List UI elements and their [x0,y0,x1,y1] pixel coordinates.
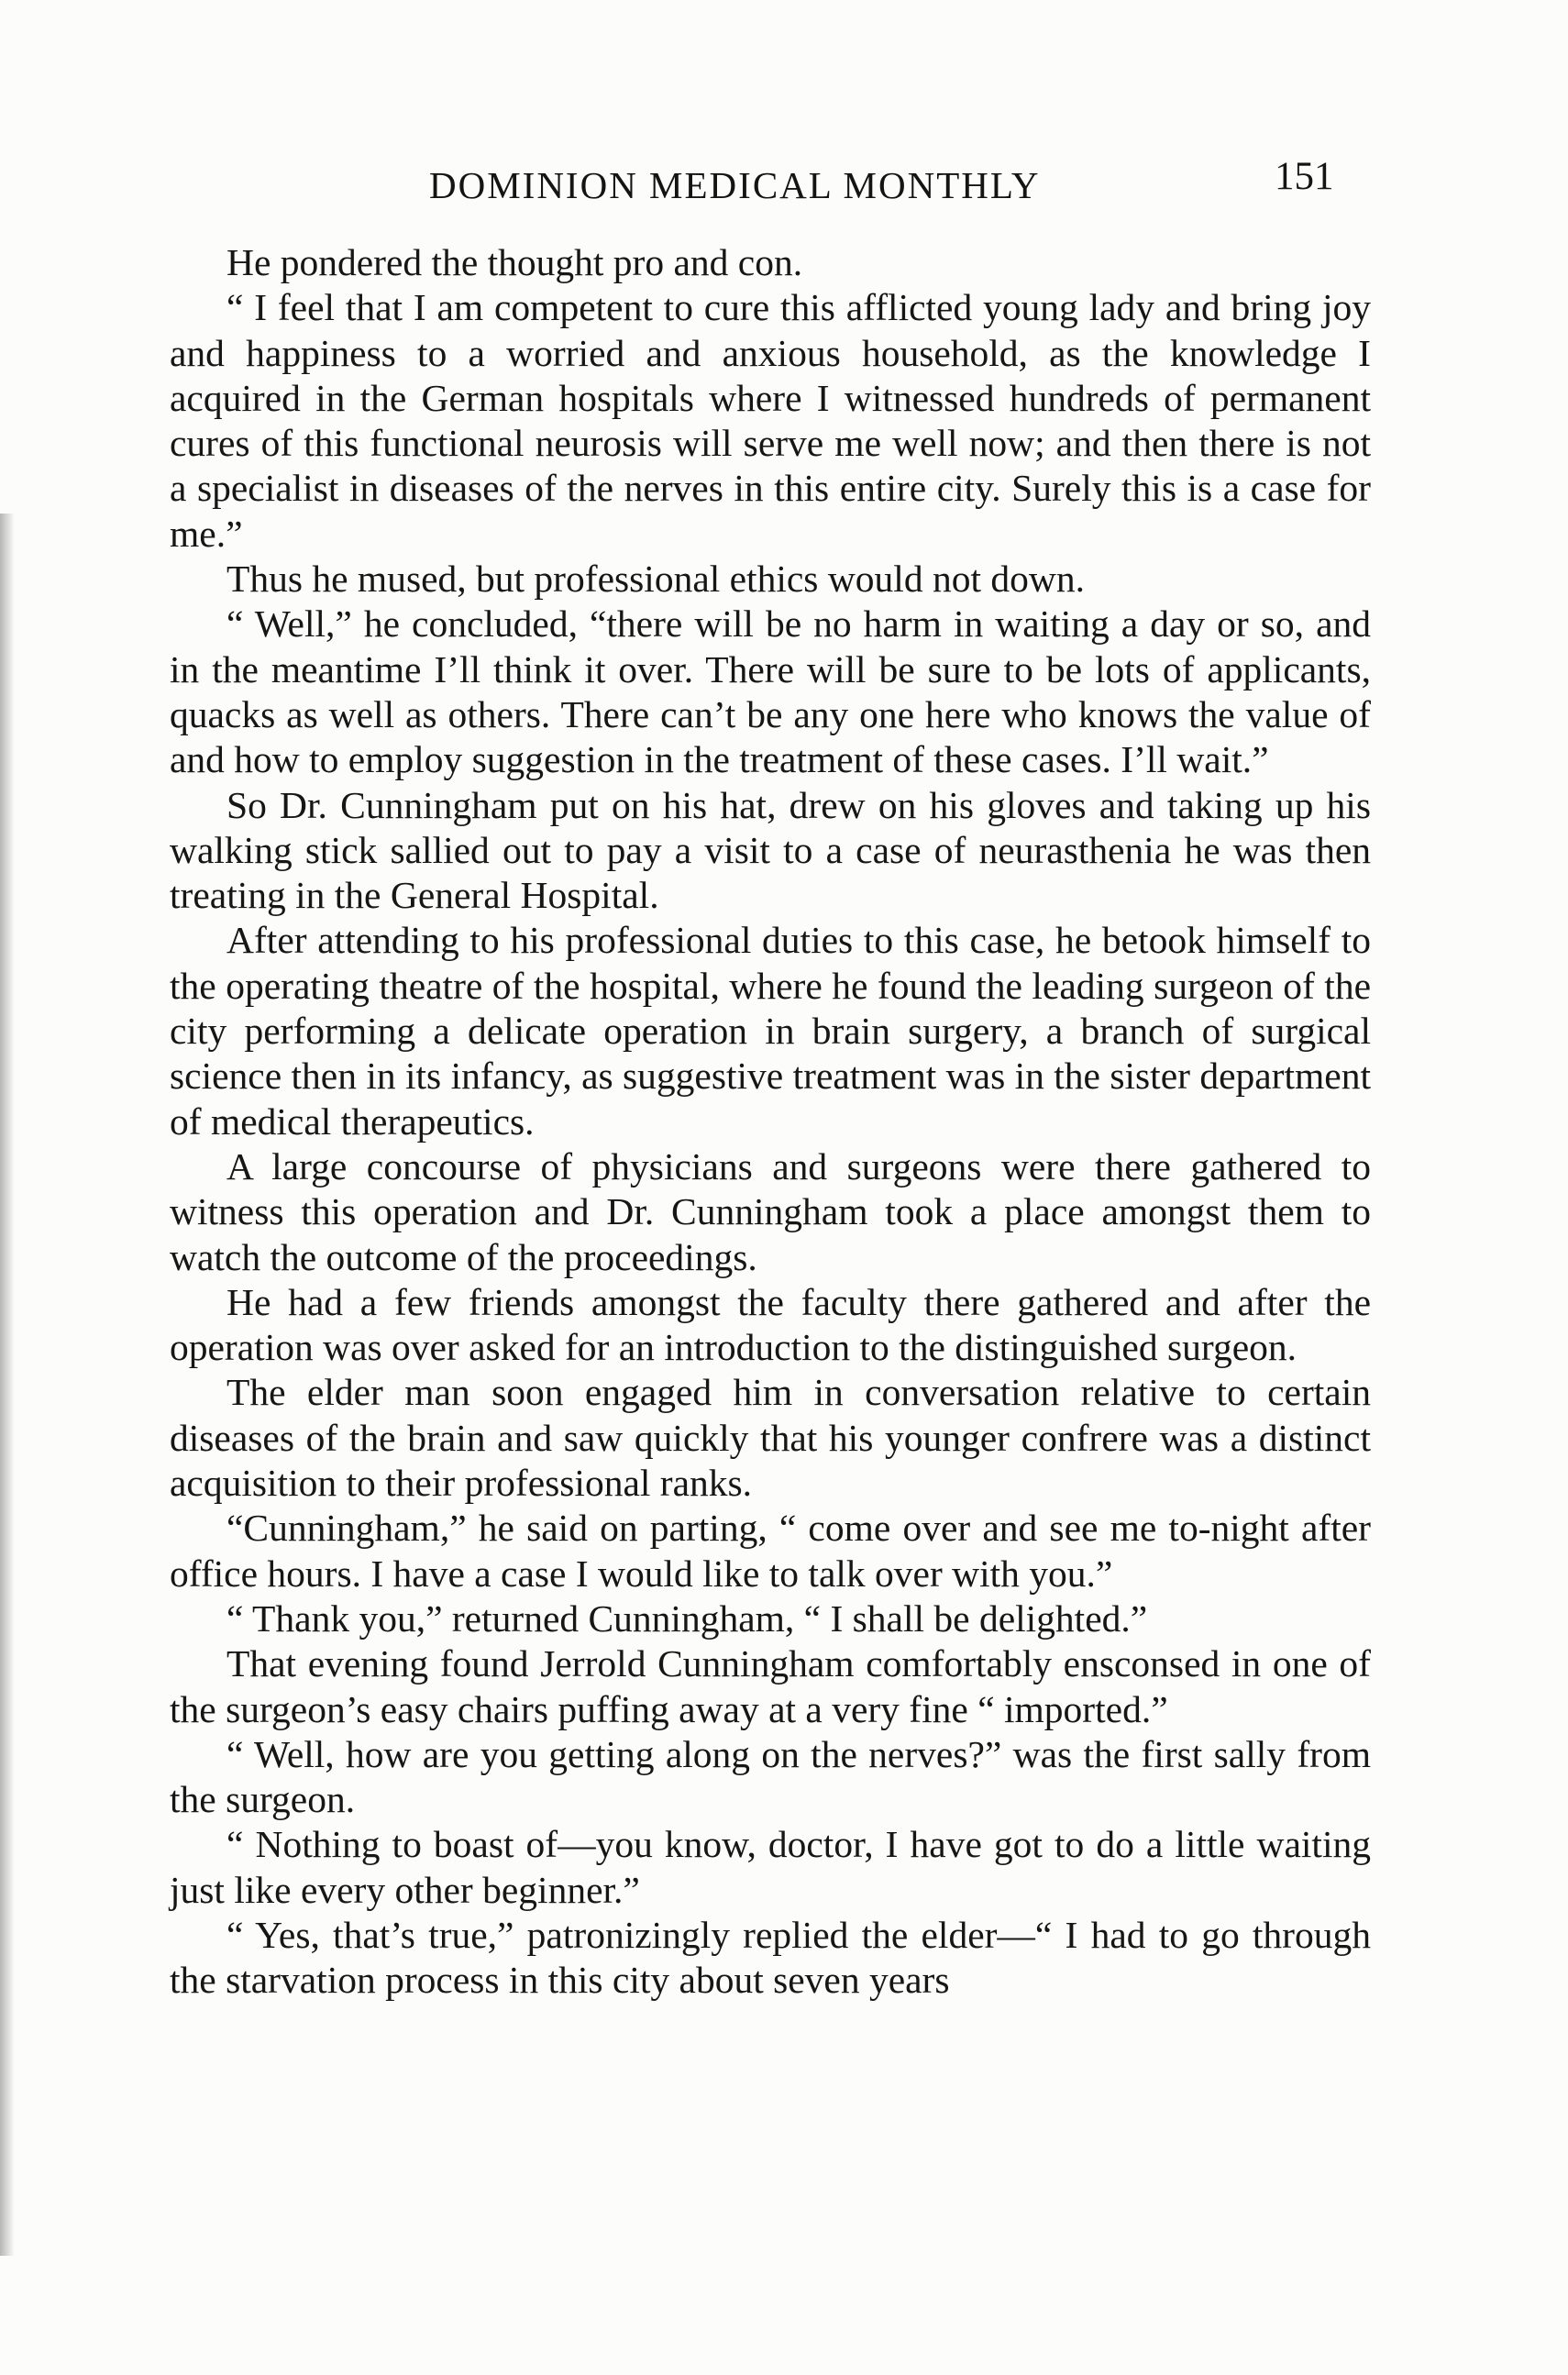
paragraph: After attending to his professional duties to this case, he betook himself to the operating theatre of the hospital, where he found the leading surgeon of the city performing a delicate operation in brain surgery, a branch of surgical science then in its infancy, as suggestive treatment was in the sister department of medical therapeutics. [170,919,1371,1143]
paragraph: So Dr. Cunningham put on his hat, drew on his gloves and taking up his walking stick sallied out to pay a visit to a case of neurasthenia he was then treating in the General Hospital. [170,783,1371,917]
paragraph: He had a few friends amongst the faculty there gathered and after the operation was over asked for an introduction to the distinguished surgeon. [170,1280,1371,1369]
page-number: 151 [1275,155,1334,198]
paragraph: Thus he mused, but professional ethics would not down. [226,558,1085,601]
paragraph: “Cunningham,” he said on parting, “ come over and see me to-night after office hours. I have a case I would like to talk over with you.” [170,1507,1371,1595]
paragraph: “ Well,” he concluded, “there will be no harm in waiting a day or so, and in the meantime I’ll think it over. There will be sure to be lots of applicants, quacks as well as others. There can’t be any one here who knows the value of and how to employ suggestion in the treatment of these cases. I’ll wait.” [170,602,1371,781]
paragraph: “ Yes, that’s true,” patronizingly replied the elder—“ I had to go through the starvation process in this city about seven years [170,1913,1371,2002]
paragraph: “ Well, how are you getting along on the nerves?” was the first sally from the surgeon. [170,1732,1371,1821]
paragraph: “ I feel that I am competent to cure this afflicted young lady and bring joy and happiness to a worried and anxious household, as the knowledge I acquired in the German hospitals where I witnessed hundreds of permanent cures of this functional neurosis will serve me well now; and then there is not a specialist in diseases of the nerves in this entire city. Surely this is a case for me.” [170,286,1371,555]
paragraph: A large concourse of physicians and surgeons were there gathered to witness this operation and Dr. Cunningham took a place amongst them to watch the outcome of the proceedings. [170,1144,1371,1278]
running-title: DOMINION MEDICAL MONTHLY [429,164,1041,206]
page-header [0,138,1568,211]
paragraph: “ Thank you,” returned Cunningham, “ I shall be delighted.” [226,1596,1148,1640]
paragraph: He pondered the thought pro and con. [226,241,803,283]
paragraph: That evening found Jerrold Cunningham comfortably ensconsed in one of the surgeon’s easy chairs puffing away at a very fine “ imported.” [170,1642,1371,1730]
paragraph: The elder man soon engaged him in conversation relative to certain diseases of the brain and saw quickly that his younger confrere was a distinct acquisition to their professional ranks. [170,1371,1371,1505]
binding-shadow [0,514,15,2256]
paragraph: “ Nothing to boast of—you know, doctor, I have got to do a little waiting just like every other beginner.” [170,1823,1371,1911]
body-text [170,240,1371,2004]
